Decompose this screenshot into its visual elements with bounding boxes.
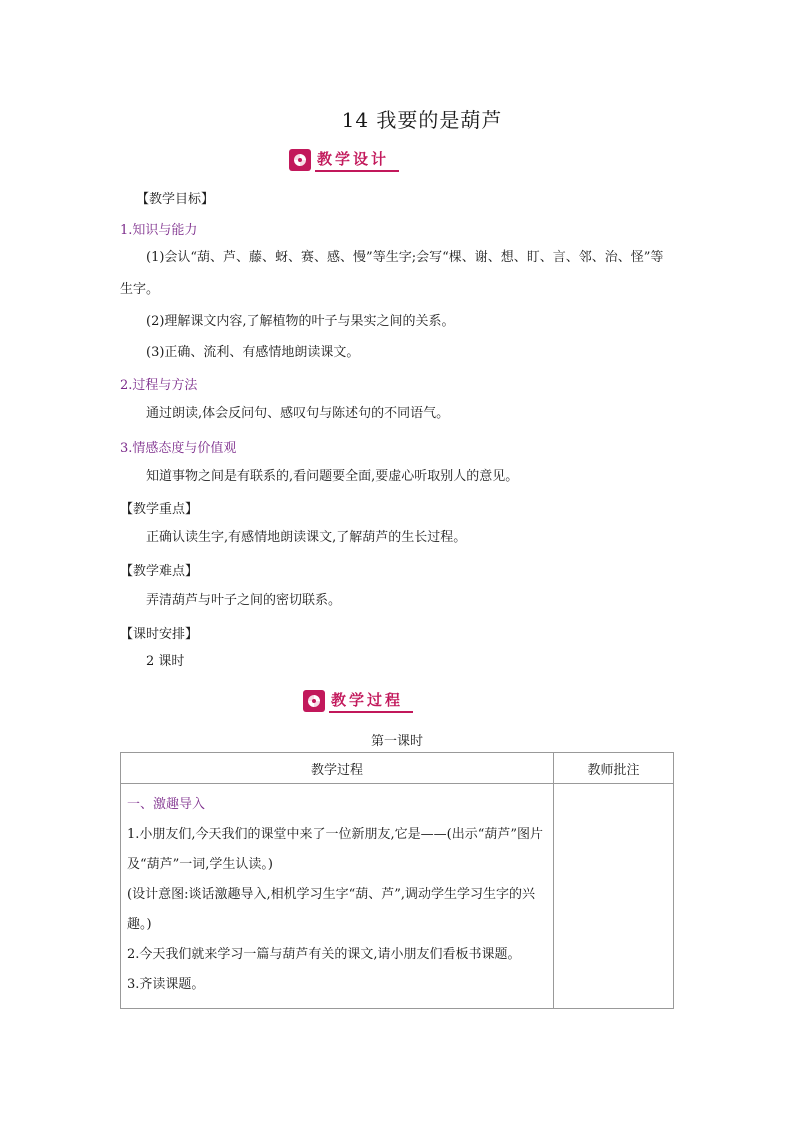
section-process-title: 2.过程与方法 [120, 378, 198, 393]
table-row [121, 784, 674, 1009]
swirl-logo-icon [303, 690, 325, 712]
lesson-title: 14 我要的是葫芦 [341, 108, 503, 132]
objective-item-3: (3)正确、流利、有感情地朗读课文。 [146, 345, 360, 360]
key-points-heading: 【教学重点】 [120, 502, 199, 517]
schedule-text: 2 课时 [146, 654, 185, 669]
objective-item-1: (1)会认“葫、芦、藤、蚜、赛、感、慢”等生字;会写“棵、谢、想、盯、言、邻、治、怪”等生字。 [120, 250, 664, 297]
process-line: (设计意图:谈话激趣导入,相机学习生字“葫、芦”,调动学生学习生字的兴趣。) [127, 887, 536, 932]
values-text: 知道事物之间是有联系的,看问题要全面,要虚心听取别人的意见。 [146, 469, 519, 484]
teacher-notes-cell[interactable] [554, 784, 674, 1009]
table-header-row [121, 753, 674, 784]
banner-label: 教学过程 [329, 690, 413, 713]
process-line: 2.今天我们就来学习一篇与葫芦有关的课文,请小朋友们看板书课题。 [127, 947, 521, 962]
process-cell [121, 784, 554, 1009]
teaching-process-banner [303, 690, 413, 712]
lesson-process-table [120, 752, 674, 1009]
banner-label: 教学设计 [315, 149, 399, 172]
process-line: 3.齐读课题。 [127, 977, 205, 992]
key-points-text: 正确认读生字,有感情地朗读课文,了解葫芦的生长过程。 [146, 530, 467, 545]
section-values-title: 3.情感态度与价值观 [120, 441, 237, 456]
column-header-notes: 教师批注 [554, 753, 674, 784]
difficulties-heading: 【教学难点】 [120, 564, 199, 579]
process-section-title: 一、激趣导入 [127, 797, 206, 812]
difficulties-text: 弄清葫芦与叶子之间的密切联系。 [146, 593, 342, 608]
objective-item-2: (2)理解课文内容,了解植物的叶子与果实之间的关系。 [146, 314, 455, 329]
column-header-process: 教学过程 [121, 753, 554, 784]
section-knowledge-title: 1.知识与能力 [120, 223, 198, 238]
schedule-heading: 【课时安排】 [120, 627, 199, 642]
swirl-logo-icon [289, 149, 311, 171]
process-method-text: 通过朗读,体会反问句、感叹句与陈述句的不同语气。 [146, 406, 450, 421]
objectives-heading: 【教学目标】 [136, 192, 215, 207]
teaching-design-banner [289, 149, 399, 171]
lesson-period-label: 第一课时 [370, 734, 423, 749]
process-line: 1.小朋友们,今天我们的课堂中来了一位新朋友,它是——(出示“葫芦”图片及“葫芦”一词,学生认读。) [127, 827, 544, 872]
